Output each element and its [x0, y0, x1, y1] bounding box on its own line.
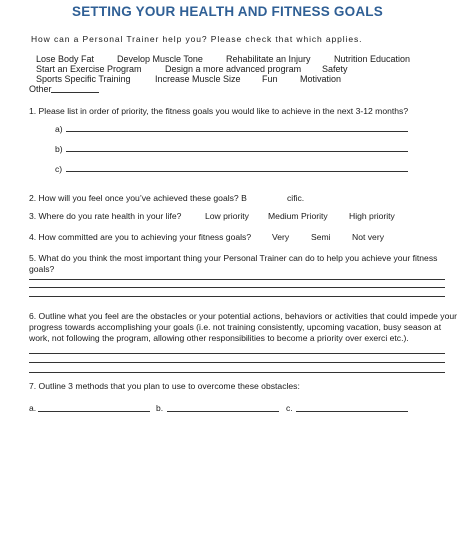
question-6-line-2: progress towards accomplishing your goals (i.e. not training consistently, upcoming vacation, busy season at: [29, 322, 442, 332]
q7-label-b: b.: [156, 403, 164, 413]
option-rehabilitate-injury[interactable]: Rehabilitate an Injury: [226, 54, 311, 64]
question-2: 2. How will you feel once you’ve achieved these goals? B: [29, 193, 247, 203]
q6-answer-line[interactable]: [29, 353, 445, 354]
option-lose-body-fat[interactable]: Lose Body Fat: [36, 54, 95, 64]
q5-answer-line[interactable]: [29, 279, 445, 280]
option-safety[interactable]: Safety: [322, 64, 348, 74]
q4-choice-not-very[interactable]: Not very: [352, 232, 384, 242]
other-input-line[interactable]: [51, 92, 99, 93]
q1-answer-c-line[interactable]: [66, 171, 408, 172]
q4-choice-very[interactable]: Very: [272, 232, 290, 242]
question-5-line-1: 5. What do you think the most important thing your Personal Trainer can do to help you achieve your fitness: [29, 253, 438, 263]
q7-label-c: c.: [286, 403, 293, 413]
q3-choice-high[interactable]: High priority: [349, 211, 395, 221]
option-motivation[interactable]: Motivation: [300, 74, 342, 84]
q3-choice-low[interactable]: Low priority: [205, 211, 249, 221]
question-6-line-1: 6. Outline what you feel are the obstacles or your potential actions, behaviors or activities that could impede your: [29, 311, 458, 321]
question-6-line-3: work, not following the program, allowing other responsibilities to become a priority over exerci etc.).: [29, 333, 409, 343]
option-fun[interactable]: Fun: [262, 74, 278, 84]
question-2-tail: cific.: [287, 193, 305, 203]
option-other-label: Other: [29, 84, 52, 94]
q1-answer-a-line[interactable]: [66, 131, 408, 132]
form-title: SETTING YOUR HEALTH AND FITNESS GOALS: [72, 4, 383, 19]
q1-answer-b-line[interactable]: [66, 151, 408, 152]
q1-label-c: c): [55, 164, 63, 174]
q4-choice-semi[interactable]: Semi: [311, 232, 331, 242]
question-4: 4. How committed are you to achieving your fitness goals?: [29, 232, 252, 242]
question-3: 3. Where do you rate health in your life?: [29, 211, 182, 221]
option-develop-muscle-tone[interactable]: Develop Muscle Tone: [117, 54, 203, 64]
question-5-line-2: goals?: [29, 264, 55, 274]
q5-answer-line[interactable]: [29, 287, 445, 288]
q6-answer-line[interactable]: [29, 362, 445, 363]
q5-answer-line[interactable]: [29, 296, 445, 297]
q7-answer-b-line[interactable]: [167, 411, 279, 412]
intro-text: How can a Personal Trainer help you? Please check that which applies.: [31, 34, 363, 44]
q3-choice-medium[interactable]: Medium Priority: [268, 211, 328, 221]
option-increase-muscle-size[interactable]: Increase Muscle Size: [155, 74, 241, 84]
question-7: 7. Outline 3 methods that you plan to use to overcome these obstacles:: [29, 381, 300, 391]
option-start-exercise-program[interactable]: Start an Exercise Program: [36, 64, 142, 74]
option-sports-specific-training[interactable]: Sports Specific Training: [36, 74, 131, 84]
option-nutrition-education[interactable]: Nutrition Education: [334, 54, 411, 64]
q7-answer-a-line[interactable]: [38, 411, 150, 412]
q6-answer-line[interactable]: [29, 372, 445, 373]
q7-label-a: a.: [29, 403, 37, 413]
q7-answer-c-line[interactable]: [296, 411, 408, 412]
q1-label-b: b): [55, 144, 63, 154]
q1-label-a: a): [55, 124, 63, 134]
question-1: 1. Please list in order of priority, the fitness goals you would like to achieve in the next 3-12 months?: [29, 106, 409, 116]
option-advanced-program[interactable]: Design a more advanced program: [165, 64, 302, 74]
